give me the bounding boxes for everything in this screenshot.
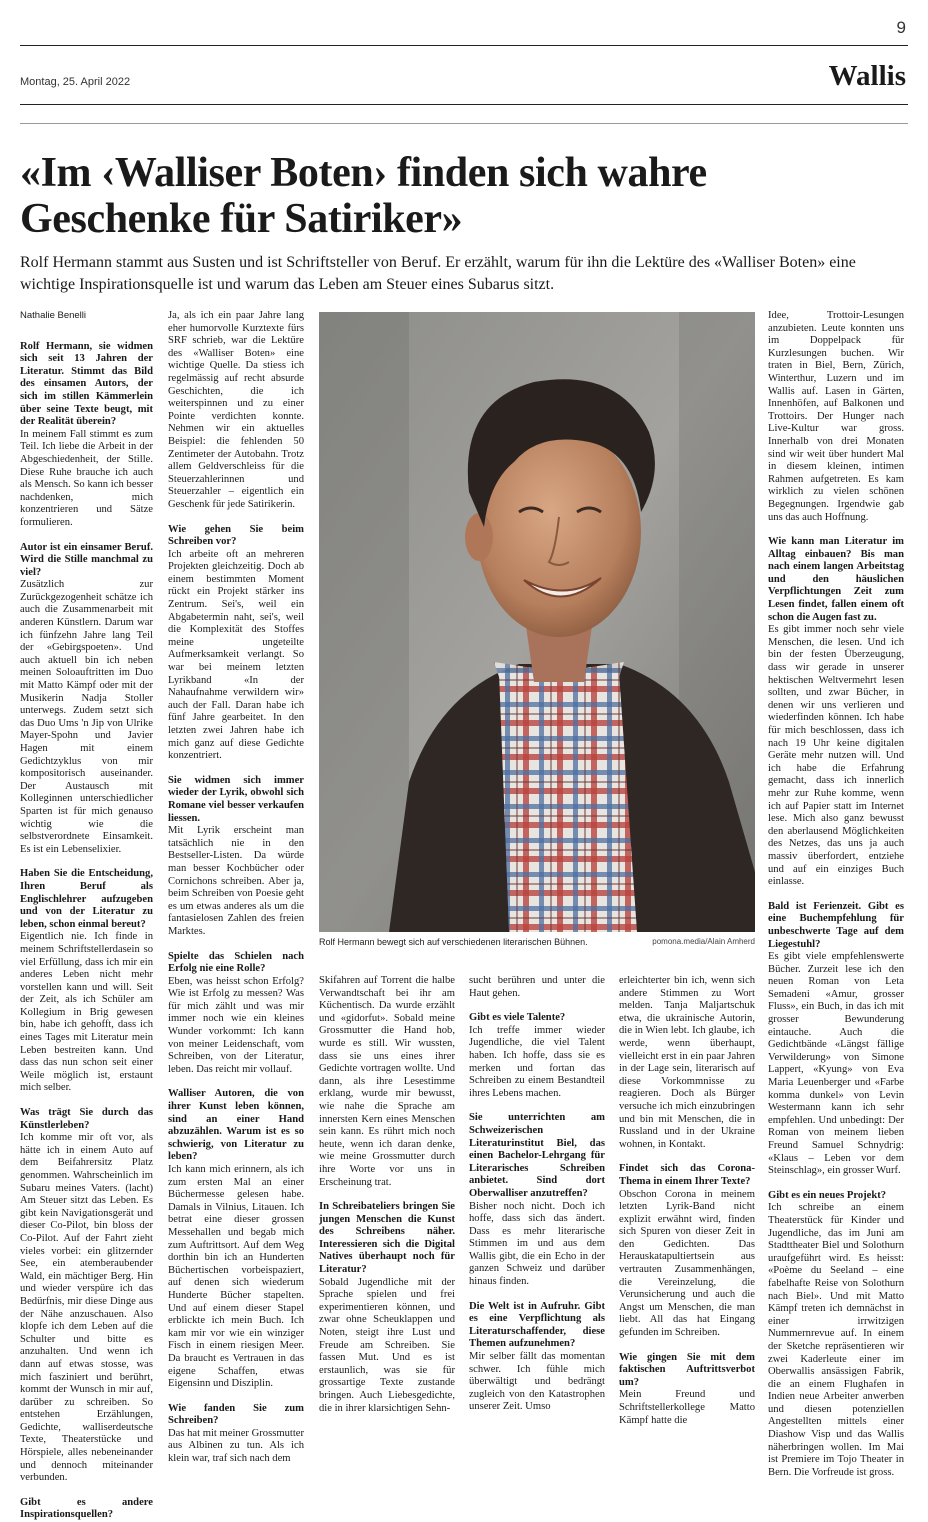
- answer: Ja, als ich ein paar Jahre lang eher humorvolle Kurztexte fürs SRF schrieb, war die Lektüre des «Walliser Boten» eine wichtige Quelle. Da stiess ich regelmässig auf recht absurde Geschichten, die ich weiterspinnen und zu einer Pointe verdichten konnte. Nehmen wir ein aktuelles Beispiel: die fehlenden 50 Zentimeter der Autobahn. Trotz allem Geldverschleiss für die Steuerzahlerinnen und Steuerzahler – eigentlich ein Geschenk für jede Satirikerin.: [168, 310, 304, 510]
- question: Sie widmen sich immer wieder der Lyrik, obwohl sich Romane viel besser verkaufen liessen.: [168, 774, 304, 824]
- photo-credit: pomona.media/Alain Amherd: [652, 937, 755, 946]
- article-column-2: [168, 310, 304, 1465]
- qa-block: [319, 1201, 455, 1415]
- answer: Mit Lyrik erscheint man tatsächlich nie in den Bestseller-Listen. Da würde man besser Kochbücher oder Cornichons schreiben. Aber ja, beim Schreiben von Poesie geht es um etwas anderes als um die fantasielosen Zahlen des freien Marktes.: [168, 825, 304, 937]
- answer: Idee, Trottoir-Lesungen anzubieten. Leute konnten uns im Doppelpack für Kurzlesungen buchen. Wir traten in Biel, Bern, Zürich, Winterthur, Luzern und im Wallis auf. Lasen in Gärten, Innenhöfen, auf Balkonen und Trottoirs. Der Hunger nach Live-Kultur war gross. Innerhalb von drei Monaten sind wir weit über hundert Mal in diesem kleinen, intimen Rahmen aufgetreten. Es kam wirklich zu vielen schönen Begegnungen. Irgendwie gab uns das auch Hoffnung.: [768, 310, 904, 523]
- qa-block: [20, 1497, 153, 1522]
- question: Wie fanden Sie zum Schreiben?: [168, 1402, 304, 1427]
- answer: Obschon Corona in meinem letzten Lyrik-Band nicht explizit erwähnt wird, finden sich Spuren von dieser Zeit in den Gedichten. Das Herauskatapultiertsein aus vertrauten Zusammenhängen, die Vereinzelung, die Verunsicherung und auch die Angst um Menschen, die man liebt. All das hat Eingang gefunden im Schreiben.: [619, 1188, 755, 1339]
- answer: Ich treffe immer wieder Jugendliche, die viel Talent haben. Ich hoffe, dass sie es merken und fortan das Schreiben zu einem Bestandteil ihres Lebens machen.: [469, 1024, 605, 1099]
- question: Sie unterrichten am Schweizerischen Literaturinstitut Biel, das einen Bachelor-Lehrgang für Literarisches Schreiben anbietet. Sind dort Oberwalliser anzutreffen?: [469, 1112, 605, 1199]
- qa-block: [20, 1107, 153, 1485]
- answer: Es gibt viele empfehlenswerte Bücher. Zurzeit lese ich den neuen Roman von Leta Semadeni «Amur, grosser Fluss», ein Buch, in das ich mit grosser Bewunderung eintauche. Auch die Gedichtbände «Längst fällige Verwilderung» von Simone Lappert, «Kyung» von Eva Maria Leuenberger und «Farbe komma dunkel» von Levin Westermann kann ich sehr empfehlen. Und unbedingt: Der Roman von meinem lieben Freund Samuel Schnydrig: «Klaus – Leben vor dem Steinschlag», ein grosser Wurf.: [768, 951, 904, 1177]
- article-column-4: [469, 975, 605, 1413]
- answer: Es gibt immer noch sehr viele Menschen, die lesen. Und ich bin der festen Überzeugung, dass wir gerade in unserer hektischen Weltvermehrt lesen sollten, und zwar Bücher, in denen wir uns verlieren und wiederfinden können. Ich habe für mich beschlossen, dass ich nach 19 Uhr keine digitalen Geräte mehr nutzen will. Und ich habe die Erfahrung gemacht, dass ich innerlich mehr zur Ruhe komme, wenn ich auf Papier statt im Internet lese. Mich also ganz bewusst den aberlausend Möglichkeiten des Netzes, das uns ja auch massiv überfordert, entziehe und auf ein einziges Buch einlasse.: [768, 624, 904, 888]
- answer: Mir selber fällt das momentan schwer. Ich fühle mich überwältigt und bedrängt zugleich von den Katastrophen unserer Zeit. Umso: [469, 1351, 605, 1413]
- answer: Das hat mit meiner Grossmutter aus Albinen zu tun. Als ich klein war, traf sich nach dem: [168, 1427, 304, 1465]
- question: Wie kann man Literatur im Alltag einbauen? Bis man nach einem langen Arbeitstag und den häuslichen Verpflichtungen Zeit zum Lesen findet, fallen einem oft schon die Augen fast zu.: [768, 536, 904, 623]
- qa-block: [168, 951, 304, 1077]
- page-number: 9: [896, 18, 906, 37]
- qa-block: [168, 1403, 304, 1466]
- qa-block: [619, 1163, 755, 1339]
- question: Was trägt Sie durch das Künstlerleben?: [20, 1107, 153, 1131]
- qa-block: [469, 1301, 605, 1414]
- question: Gibt es andere Inspirationsquellen?: [20, 1496, 153, 1521]
- qa-block: [768, 901, 904, 1178]
- top-rule: [20, 45, 908, 46]
- portrait-photo: [319, 312, 755, 932]
- question: Bald ist Ferienzeit. Gibt es eine Buchempfehlung für unbeschwerte Tage auf dem Liegestuhl?: [768, 900, 904, 950]
- question: Findet sich das Corona-Thema in einem Ihrer Texte?: [619, 1163, 755, 1187]
- lead-paragraph: Rolf Hermann stammt aus Susten und ist Schriftsteller von Beruf. Er erzählt, warum für ihn die Lektüre des «Walliser Boten» eine wichtige Inspirationsquelle ist und warum das Leben am Steuer eines Subarus sitzt.: [20, 254, 856, 293]
- question: Gibt es viele Talente?: [469, 1012, 566, 1024]
- answer: Zusätzlich zur Zurückgezogenheit schätze ich auch die Zusammenarbeit mit anderen Künstlern. Darum war ich fünfzehn Jahre lang Teil der «Gebirgspoeten». Und auch aktuell bin ich neben meinen Soloauftritten im Duo mit Matto Kämpf oder mit der Musikerin Nadja Stoller unterwegs. Zudem setzt sich das Duo Ums 'n Jip von Ulrike Mayer-Spohn und Javier Hagen mit einem Gedichtzyklus von mir kompositorisch auseinander. Der Austausch mit Kolleginnen unterschiedlicher Sparten ist für mich genauso wichtig wie die selbstverordnete Einsamkeit. Es ist ein Lebenselixier.: [20, 579, 153, 855]
- answer: Ich schreibe an einem Theaterstück für Kinder und Jugendliche, das im Juni am Stadttheater Biel und Solothurn uraufgeführt wird. Es heisst: «Poème du Seeland – eine fabelhafte Reise von Solothurn nach Biel». Und mit Matto Kämpf treten ich demnächst in einer irrwitzigen Nummernrevue auf. In einem der Sketche repräsentieren wir zwei Kaderleute einer im Oberwallis ansässigen Fabrik, die an einem Flughafen in Indien neue Arbeiter anwerben und diesen potenziellen Angestellten mittels einer Diashow Visp und das Wallis näherbringen wollen. Im Mai ist Premiere im Tojo Theater in Bern. Die Vorfreude ist gross.: [768, 1202, 904, 1478]
- question: Haben Sie die Entscheidung, Ihren Beruf als Englischlehrer aufzugeben und von der Literatur zu leben, schon einmal bereut?: [20, 868, 153, 930]
- question: Rolf Hermann, sie widmen sich seit 13 Jahren der Literatur. Stimmt das Bild des einsamen Autors, der sich im stillen Kämmerlein über seine Texte beugt, mit der Realität überein?: [20, 340, 153, 428]
- answer: Skifahren auf Torrent die halbe Verwandtschaft bei ihr am Küchentisch. Da wurde erzählt und «gidorfut». Sobald meine Grossmutter die Hand hob, wurde es still. Wir wussten, dass sie uns eines ihrer Gedichte vortragen wollte. Und dann, als ihre Lesestimme erklang, wurde mir bewusst, wie nahe die Sprache am innersten Kern eines Menschen sein kann. Es rührt mich noch heute, wenn ich daran denke, wie meine Grossmutter durch ihre Worte vor uns in Erscheinung trat.: [319, 975, 455, 1188]
- photo-caption-block: [319, 937, 755, 947]
- answer: Eben, was heisst schon Erfolg? Wie ist Erfolg zu messen? Was für mich zählt und was mir immer noch wie ein kleines Wunder vorkommt: Ich kann von meiner Leidenschaft, vom Schreiben, von der Literatur, leben. Das reicht mir vollauf.: [168, 975, 304, 1075]
- article-column-5: [619, 975, 755, 1426]
- qa-block: [469, 1112, 605, 1288]
- answer: sucht berühren und unter die Haut gehen.: [469, 975, 605, 999]
- answer: Bisher noch nicht. Doch ich hoffe, dass sich das ändert. Dass es mehr literarische Stimmen im und aus dem Wallis gibt, die ein Echo in der ganzen Schweiz und darüber hinaus finden.: [469, 1200, 605, 1288]
- question: Gibt es ein neues Projekt?: [768, 1189, 887, 1201]
- header-rule: [20, 104, 908, 105]
- answer: In meinem Fall stimmt es zum Teil. Ich liebe die Arbeit in der Abgeschiedenheit, der Stille. Diese Ruhe brauche ich auch als Mensch. So kann ich besser nachdenken, mich konzentrieren und Sätze formulieren.: [20, 428, 153, 528]
- sub-rule: [20, 123, 908, 124]
- qa-block: [168, 1088, 304, 1390]
- qa-block: [619, 1352, 755, 1428]
- section-title: Wallis: [828, 60, 906, 92]
- question: In Schreibateliers bringen Sie jungen Menschen die Kunst des Schreibens näher. Interessieren sich die Digital Natives überhaupt noch für Literatur?: [319, 1201, 455, 1276]
- answer: Ich arbeite oft an mehreren Projekten gleichzeitig. Doch ab einem bestimmten Moment rückt ein Projekt stärker ins Zentrum. Sei's, weil ein Abgabetermin naht, sei's, weil die Komplexität des Stoffes meine ungeteilte Aufmerksamkeit verlangt. So war bei meinem letzten Lyrikband «In der Nahaufnahme verwildern wir» auch der Fall. Daran habe ich fünf Jahre gearbeitet. In den letzten zwei Jahren habe ich mich ganz auf diese Gedichte konzentriert.: [168, 548, 304, 762]
- qa-block: [168, 775, 304, 939]
- qa-block: [168, 524, 304, 763]
- qa-block: [768, 310, 904, 524]
- author-byline: Nathalie Benelli: [20, 310, 87, 321]
- question: Wie gingen Sie mit dem faktischen Auftrittsverbot um?: [619, 1351, 755, 1388]
- qa-block: [768, 1190, 904, 1480]
- qa-block: [469, 975, 605, 1000]
- answer: Ich komme mir oft vor, als hätte ich in einem Auto auf dem Beifahrersitz Platz genommen. Wahrscheinlich im Subaru meines Vaters. (lacht) Am Steuer sitzt das Leben. Es gibt kein Navigationsgerät und dieser Co-Pilot, bin bloss der Co-Pilot. Auf der Fahrt zieht vieles vorbei: ein glitzernder See, ein atemberaubender Wald, ein mächtiger Berg. Hin und wieder verspüre ich das Bedürfnis, mir diese Dinge aus der Nähe anzuschauen. Also klopfe ich dem Leben auf die Schulter und bitte es anzuhalten. Und wenn ich dann auf etwas stosse, was mich fasziniert und berührt, kommt der Wunsch in mir auf, darüber zu schreiben. So entstehen Erzählungen, Gedichte, walliserdeutsche Texte, Theaterstücke und Hörspiele, alles nebeneinander und dennoch miteinander verbunden.: [20, 1132, 153, 1484]
- qa-block: [469, 1012, 605, 1100]
- qa-block: [768, 536, 904, 889]
- article-column-3: [319, 975, 455, 1414]
- question: Spielte das Schielen nach Erfolg nie eine Rolle?: [168, 950, 304, 975]
- question: Die Welt ist in Aufruhr. Gibt es eine Verpflichtung als Literaturschaffender, diese Themen aufzunehmen?: [469, 1300, 605, 1350]
- issue-date: Montag, 25. April 2022: [20, 76, 131, 88]
- qa-block: [619, 975, 755, 1151]
- qa-block: [20, 868, 153, 1095]
- answer: Mein Freund und Schriftstellerkollege Matto Kämpf hatte die: [619, 1389, 755, 1426]
- qa-block: [319, 975, 455, 1189]
- question: Wie gehen Sie beim Schreiben vor?: [168, 523, 304, 548]
- answer: Sobald Jugendliche mit der Sprache spielen und frei experimentieren können, und zwar ohne Scheuklappen und Noten, steigt ihre Lust und Freude am Schreiben. Sie fassen Mut. Und es ist erstaunlich, was sie für grossartige Texte zustande bringen. Auch Liebesgedichte, die in ihrer klarsichtigen Sehn-: [319, 1276, 455, 1414]
- qa-block: [168, 310, 304, 512]
- answer: erleichterter bin ich, wenn sich andere Stimmen zu Wort melden. Tanja Maljartschuk etwa, die ukrainische Autorin, die in Wien lebt. Ich glaube, ich werde, wenn überhaupt, vielleicht erst in ein paar Jahren in der Lage sein, literarisch auf diese Vorkommnisse zu reagieren. Doch als Bürger versuche ich mich einzubringen und bin mit Menschen, die in Russland und in der Ukraine wohnen, in Kontakt.: [619, 975, 755, 1150]
- headline: «Im ‹Walliser Boten› finden sich wahre Geschenke für Satiriker»: [20, 150, 707, 242]
- article-column-1: [20, 310, 153, 1521]
- qa-block: [20, 542, 153, 857]
- question: Walliser Autoren, die von ihrer Kunst leben können, sind an einer Hand abzuzählen. Warum ist es so schwierig, von Literatur zu leben?: [168, 1088, 304, 1163]
- photo-caption: Rolf Hermann bewegt sich auf verschiedenen literarischen Bühnen.: [319, 937, 588, 947]
- article-column-6: [768, 310, 904, 1478]
- question: Autor ist ein einsamer Beruf. Wird die Stille manchmal zu viel?: [20, 541, 153, 578]
- qa-block: [20, 341, 153, 530]
- answer: Eigentlich nie. Ich finde in meinem Schriftstellerdasein so viel Erfüllung, dass ich mir ein anderes Leben nicht mehr vorstellen kann und will. Seit der Zeit, als ich Schüler am Kollegium in Brig gewesen bin, habe ich gehofft, dass ich eines Tages mit Literatur mein Leben bestreiten kann. Und dass das nun schon seit einer Weile möglich ist, erstaunt mich selber.: [20, 931, 153, 1094]
- answer: Ich kann mich erinnern, als ich zum ersten Mal an einer Büchermesse gelesen habe. Damals in Vilnius, Litauen. Ich betrat eine dieser grossen Messehallen und begab mich zum Auftrittsort. Auf dem Weg dorthin bin ich an Hunderten Büchertischen vorbeispaziert, auf denen sich wiederum Hunderte Bücher stapelten. Und auf einem dieser Stapel erblickte ich mein Buch. Ich kam mir vor wie ein winziger Fisch in einem riesigen Meer. Da braucht es Vertrauen in das eigene Schaffen, etwas Eigensinn und Disziplin.: [168, 1164, 304, 1390]
